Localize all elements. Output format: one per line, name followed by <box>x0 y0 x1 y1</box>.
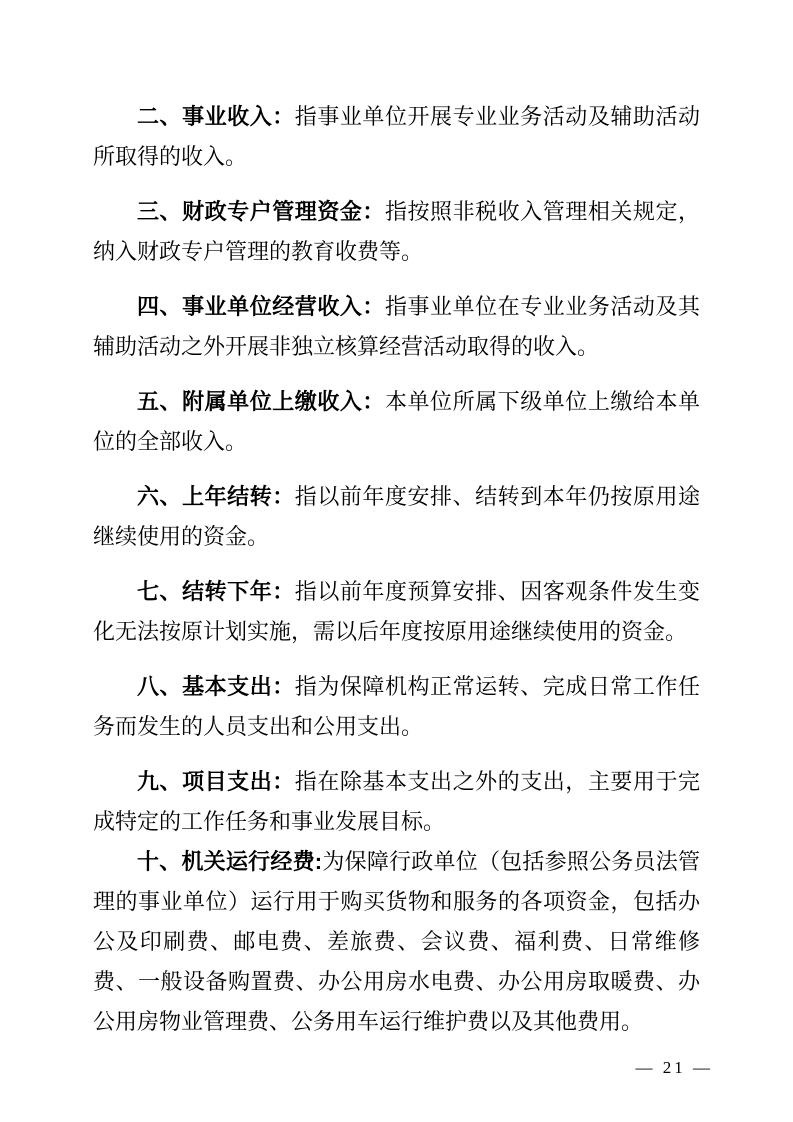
paragraph <box>93 382 700 462</box>
paragraph-text: 指为保障机构正常运转、完成日常工作任务而发生的人员支出和公用支出。 <box>93 674 700 739</box>
paragraph <box>93 192 700 272</box>
paragraph <box>93 842 700 1042</box>
paragraph-text: 指事业单位开展专业业务活动及辅助活动所取得的收入。 <box>93 104 700 169</box>
paragraph-heading: 十、机关运行经费: <box>137 849 323 874</box>
paragraph <box>93 97 700 177</box>
document-body <box>93 97 700 1057</box>
paragraph-heading: 五、附属单位上缴收入： <box>137 389 385 414</box>
paragraph-heading: 四、事业单位经营收入： <box>137 294 385 319</box>
paragraph-heading: 七、结转下年： <box>137 579 295 604</box>
paragraph-heading: 三、财政专户管理资金： <box>137 199 385 224</box>
paragraph <box>93 477 700 557</box>
paragraph-text: 为保障行政单位（包括参照公务员法管理的事业单位）运行用于购买货物和服务的各项资金，包括办公及印刷费、邮电费、差旅费、会议费、福利费、日常维修费、一般设备购置费、办公用房水电费、办公用房取暖费、办公用房物业管理费、公务用车运行维护费以及其他费用。 <box>93 849 700 1034</box>
paragraph-text: 指在除基本支出之外的支出，主要用于完成特定的工作任务和事业发展目标。 <box>93 769 700 834</box>
paragraph-text: 指以前年度预算安排、因客观条件发生变化无法按原计划实施，需以后年度按原用途继续使用的资金。 <box>93 579 700 644</box>
paragraph <box>93 572 700 652</box>
paragraph <box>93 667 700 747</box>
page-number: — 21 — <box>635 1058 713 1077</box>
paragraph-heading: 八、基本支出： <box>137 674 295 699</box>
paragraph-text: 指以前年度安排、结转到本年仍按原用途继续使用的资金。 <box>93 484 700 549</box>
paragraph <box>93 762 700 842</box>
paragraph-text: 指按照非税收入管理相关规定，纳入财政专户管理的教育收费等。 <box>93 199 700 264</box>
paragraph-heading: 六、上年结转： <box>137 484 295 509</box>
paragraph-heading: 九、项目支出： <box>137 769 295 794</box>
paragraph <box>93 287 700 367</box>
paragraph-heading: 二、事业收入： <box>137 104 295 129</box>
paragraph-text: 本单位所属下级单位上缴给本单位的全部收入。 <box>93 389 700 454</box>
paragraph-text: 指事业单位在专业业务活动及其辅助活动之外开展非独立核算经营活动取得的收入。 <box>93 294 700 359</box>
